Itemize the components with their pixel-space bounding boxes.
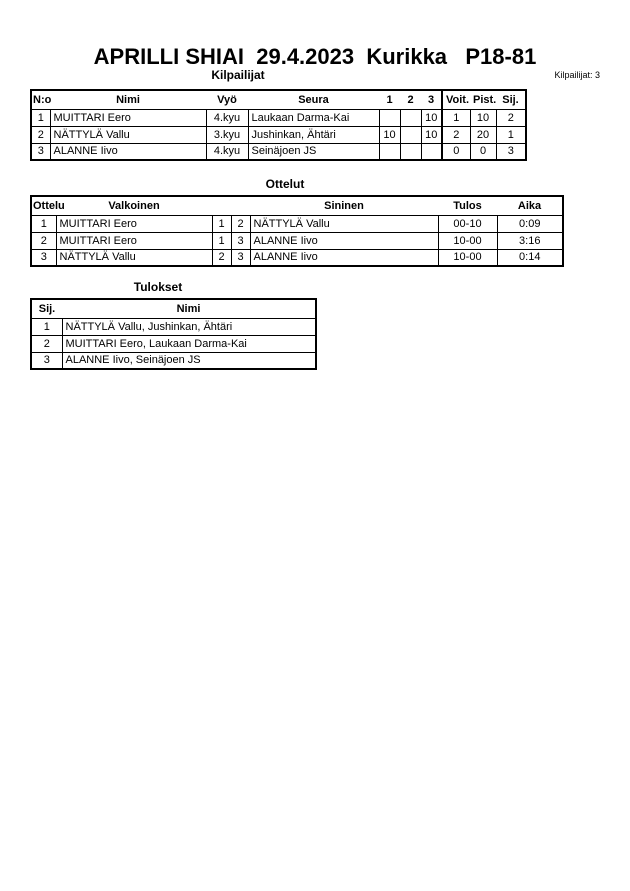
final-placement: 3 <box>31 352 62 369</box>
col-header-score3: 3 <box>421 90 442 109</box>
col-header-seura: Seura <box>248 90 379 109</box>
score-vs-3: 10 <box>421 109 442 126</box>
competitor-belt: 4.kyu <box>206 143 248 160</box>
competitor-belt: 3.kyu <box>206 126 248 143</box>
competitor-no: 1 <box>31 109 50 126</box>
kilpailijat-heading: Kilpailijat <box>211 68 265 82</box>
col-header-spacer <box>231 196 250 215</box>
competitor-name: NÄTTYLÄ Vallu <box>50 126 206 143</box>
blue-competitor: NÄTTYLÄ Vallu <box>250 215 438 232</box>
score-vs-2 <box>400 109 421 126</box>
col-header-ottelu: Ottelu <box>31 196 56 215</box>
tulokset-table <box>30 298 317 370</box>
score-vs-2 <box>400 143 421 160</box>
table-row <box>31 126 526 143</box>
placement: 3 <box>496 143 526 160</box>
final-placement: 1 <box>31 318 62 335</box>
kilpailijat-header-row <box>31 90 526 109</box>
ottelut-heading: Ottelut <box>265 177 305 191</box>
points: 0 <box>470 143 496 160</box>
tulokset-heading: Tulokset <box>133 280 183 294</box>
table-row <box>31 215 563 232</box>
col-header-score1: 1 <box>379 90 400 109</box>
col-header-tulos: Tulos <box>438 196 497 215</box>
final-name: NÄTTYLÄ Vallu, Jushinkan, Ähtäri <box>62 318 316 335</box>
competitor-name: MUITTARI Eero <box>50 109 206 126</box>
white-number: 2 <box>212 249 231 266</box>
final-placement: 2 <box>31 335 62 352</box>
col-header-score2: 2 <box>400 90 421 109</box>
col-header-sininen: Sininen <box>250 196 438 215</box>
white-competitor: NÄTTYLÄ Vallu <box>56 249 212 266</box>
competitor-name: ALANNE Iivo <box>50 143 206 160</box>
competitor-club: Laukaan Darma-Kai <box>248 109 379 126</box>
table-row <box>31 143 526 160</box>
col-header-no: N:o <box>31 90 50 109</box>
table-row <box>31 352 316 369</box>
wins: 1 <box>442 109 470 126</box>
match-result: 00-10 <box>438 215 497 232</box>
match-no: 2 <box>31 232 56 249</box>
col-header-aika: Aika <box>497 196 563 215</box>
ottelut-header-row <box>31 196 563 215</box>
score-vs-1 <box>379 109 400 126</box>
ottelut-table <box>30 195 564 267</box>
col-header-pist: Pist. <box>470 90 496 109</box>
table-row <box>31 232 563 249</box>
col-header-sij: Sij. <box>496 90 526 109</box>
table-row <box>31 318 316 335</box>
white-competitor: MUITTARI Eero <box>56 232 212 249</box>
final-name: MUITTARI Eero, Laukaan Darma-Kai <box>62 335 316 352</box>
col-header-voit: Voit. <box>442 90 470 109</box>
competitor-no: 2 <box>31 126 50 143</box>
match-time: 0:09 <box>497 215 563 232</box>
match-no: 3 <box>31 249 56 266</box>
kilpailijat-table <box>30 89 527 161</box>
match-time: 3:16 <box>497 232 563 249</box>
blue-number: 2 <box>231 215 250 232</box>
placement: 2 <box>496 109 526 126</box>
wins: 2 <box>442 126 470 143</box>
col-header-nimi: Nimi <box>50 90 206 109</box>
white-number: 1 <box>212 232 231 249</box>
points: 20 <box>470 126 496 143</box>
col-header-vyo: Vyö <box>206 90 248 109</box>
tulokset-header-row <box>31 299 316 318</box>
col-header-valkoinen: Valkoinen <box>56 196 212 215</box>
final-name: ALANNE Iivo, Seinäjoen JS <box>62 352 316 369</box>
wins: 0 <box>442 143 470 160</box>
col-header-sij: Sij. <box>31 299 62 318</box>
match-result: 10-00 <box>438 232 497 249</box>
competitor-no: 3 <box>31 143 50 160</box>
score-vs-2 <box>400 126 421 143</box>
score-vs-1: 10 <box>379 126 400 143</box>
points: 10 <box>470 109 496 126</box>
blue-number: 3 <box>231 232 250 249</box>
competitor-belt: 4.kyu <box>206 109 248 126</box>
match-time: 0:14 <box>497 249 563 266</box>
competitor-club: Seinäjoen JS <box>248 143 379 160</box>
blue-number: 3 <box>231 249 250 266</box>
page-title: APRILLI SHIAI 29.4.2023 Kurikka P18-81 <box>93 44 537 69</box>
blue-competitor: ALANNE Iivo <box>250 249 438 266</box>
table-row <box>31 109 526 126</box>
competitor-club: Jushinkan, Ähtäri <box>248 126 379 143</box>
table-row <box>31 335 316 352</box>
competitor-count-label: Kilpailijat: 3 <box>554 70 600 80</box>
white-number: 1 <box>212 215 231 232</box>
score-vs-1 <box>379 143 400 160</box>
match-no: 1 <box>31 215 56 232</box>
score-vs-3: 10 <box>421 126 442 143</box>
white-competitor: MUITTARI Eero <box>56 215 212 232</box>
match-result: 10-00 <box>438 249 497 266</box>
score-vs-3 <box>421 143 442 160</box>
col-header-spacer <box>212 196 231 215</box>
col-header-nimi: Nimi <box>62 299 316 318</box>
placement: 1 <box>496 126 526 143</box>
blue-competitor: ALANNE Iivo <box>250 232 438 249</box>
table-row <box>31 249 563 266</box>
